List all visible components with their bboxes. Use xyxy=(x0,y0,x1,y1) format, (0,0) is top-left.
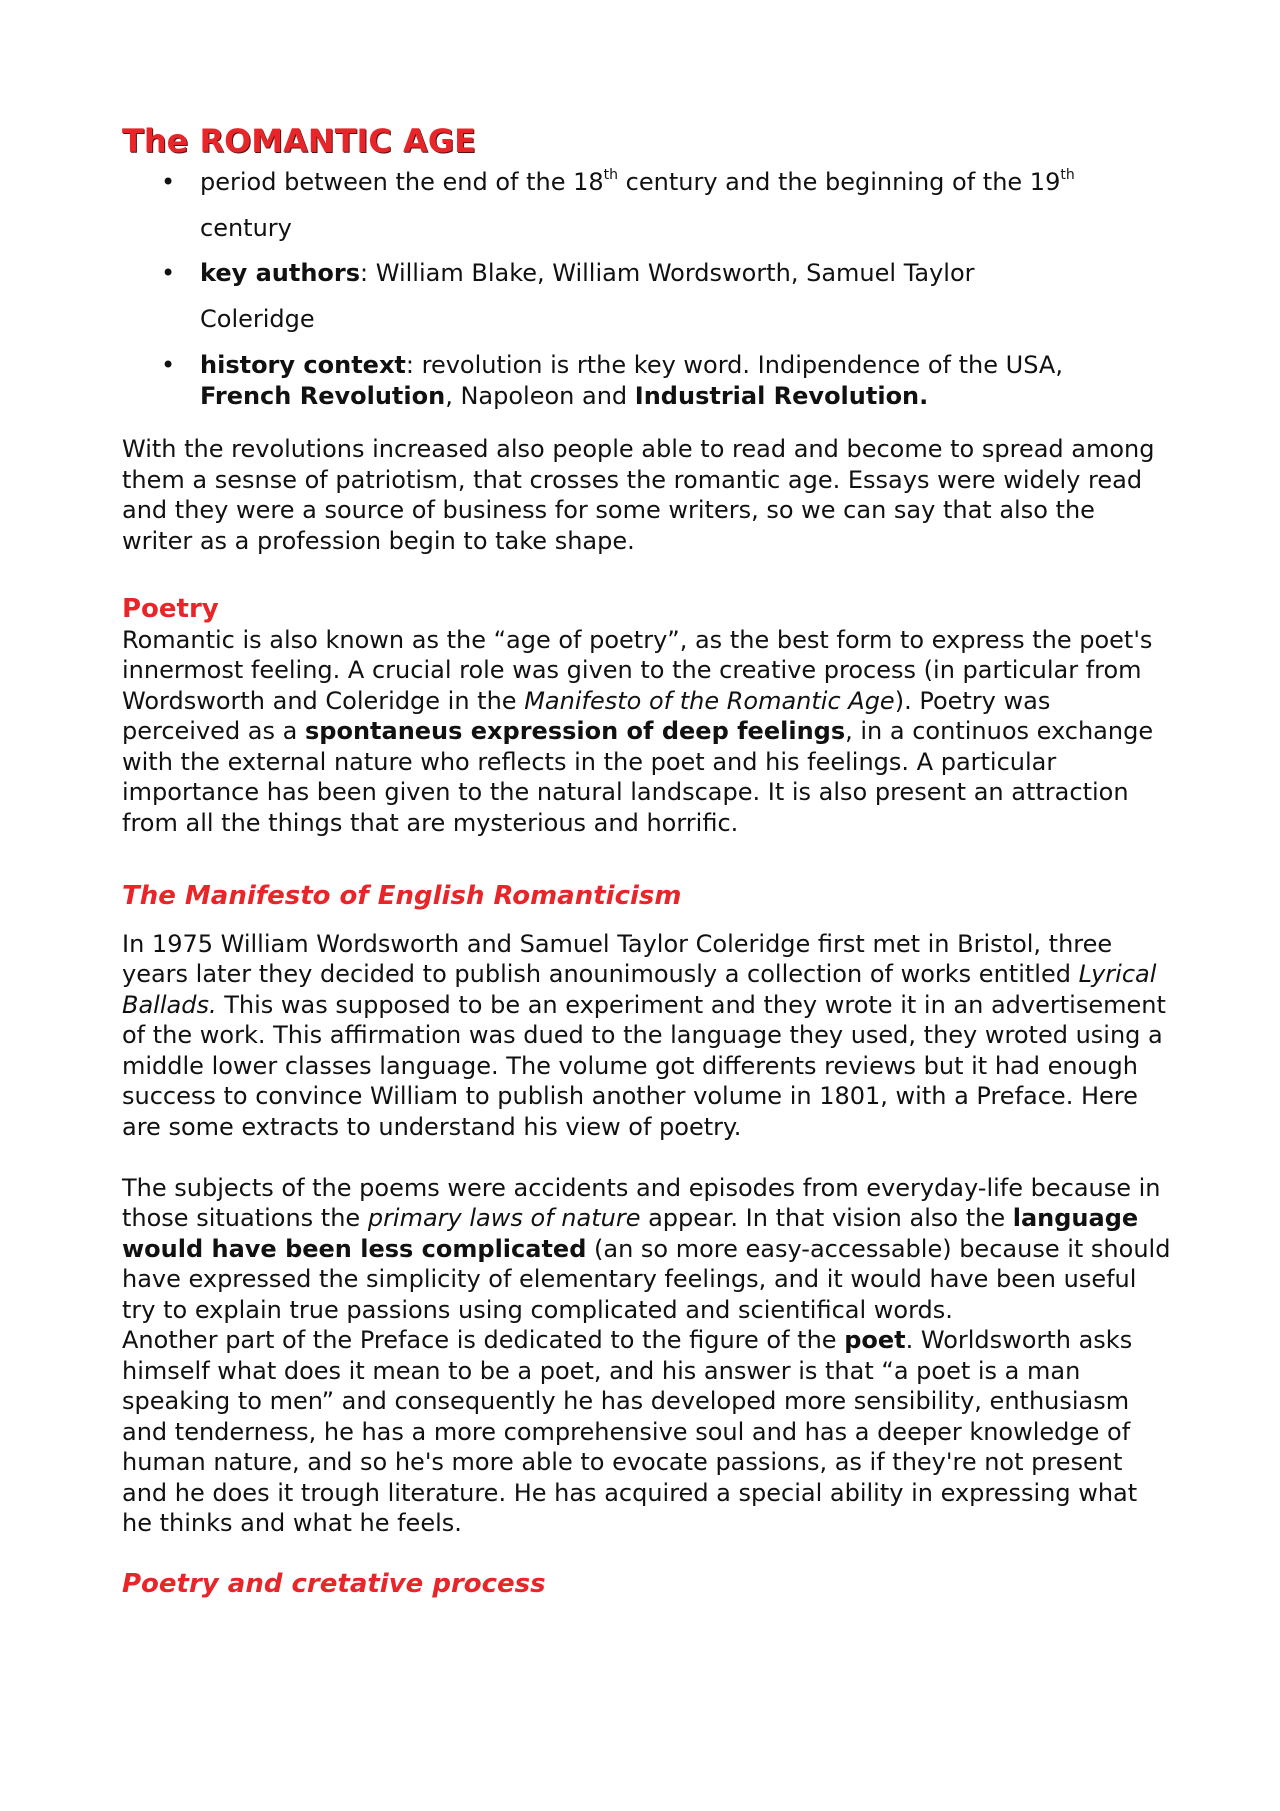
document-page xyxy=(122,122,1172,1599)
manifesto-paragraph-1: In 1975 William Wordsworth and Samuel Taylor Coleridge first met in Bristol, three years later they decided to publish anounimously a collection of works entitled Lyrical Ballads. This was supposed to be an experiment and they wrote it in an advertisement of the work. This affirmation was dued to the language they used, they wroted using a middle lower classes language. The volume got differents reviews but it had enough success to convince William to publish another volume in 1801, with a Preface. Here are some extracts to understand his view of poetry. xyxy=(122,929,1166,1141)
manifesto-paragraph-3: Another part of the Preface is dedicated to the figure of the poet. Worldsworth asks himself what does it mean to be a poet, and his answer is that “a poet is a man speaking to men” and consequently he has developed more sensibility, enthusiasm and tenderness, he has a more comprehensive soul and has a deeper knowledge of human nature, and so he's more able to evocate passions, as if they're not present and he does it trough literature. He has acquired a special ability in expressing what he thinks and what he feels. xyxy=(122,1326,1138,1537)
list-item: • period between the end of the 18th century and the beginning of the 19th century xyxy=(122,160,1172,251)
poetry-paragraph: Romantic is also known as the “age of poetry”, as the best form to express the poet's innermost feeling. A crucial role was given to the creative process (in particular from Wordsworth and Coleridge in the Manifesto of the Romantic Age). Poetry was perceived as a spontaneus expression of deep feelings, in a continuos exchange with the external nature who reflects in the poet and his feelings. A particular importance has been given to the natural landscape. It is also present an attraction from all the things that are mysterious and horrific. xyxy=(122,625,1154,837)
list-item: • key authors: William Blake, William Wordsworth, Samuel Taylor Coleridge xyxy=(122,251,1172,342)
manifesto-paragraph-2: The subjects of the poems were accidents and episodes from everyday-life because in those situations the primary laws of nature appear. In that vision also the language would have been less complicated (an so more easy-accessable) because it should have expressed the simplicity of elementary feelings, and it would have been useful try to explain true passions using complicated and scientifical words. xyxy=(122,1173,1171,1324)
bullet-list xyxy=(122,160,1172,411)
section-heading-process: Poetry and cretative process xyxy=(122,1568,546,1599)
section-heading-poetry: Poetry xyxy=(122,594,219,624)
bullet-icon: • xyxy=(161,168,176,196)
page-title: The ROMANTIC AGE xyxy=(122,122,476,160)
bullet-icon: • xyxy=(161,259,176,287)
intro-paragraph: With the revolutions increased also people able to read and become to spread among them a sesnse of patriotism, that crosses the romantic age. Essays were widely read and they were a source of business for some writers, so we can say that also the writer as a profession begin to take shape. xyxy=(122,435,1155,555)
section-heading-manifesto: The Manifesto of English Romanticism xyxy=(122,881,682,911)
bullet-icon: • xyxy=(161,351,176,379)
list-item: • history context: revolution is rthe key word. Indipendence of the USA, French Revolution, Napoleon and Industrial Revolution. xyxy=(161,351,1063,410)
